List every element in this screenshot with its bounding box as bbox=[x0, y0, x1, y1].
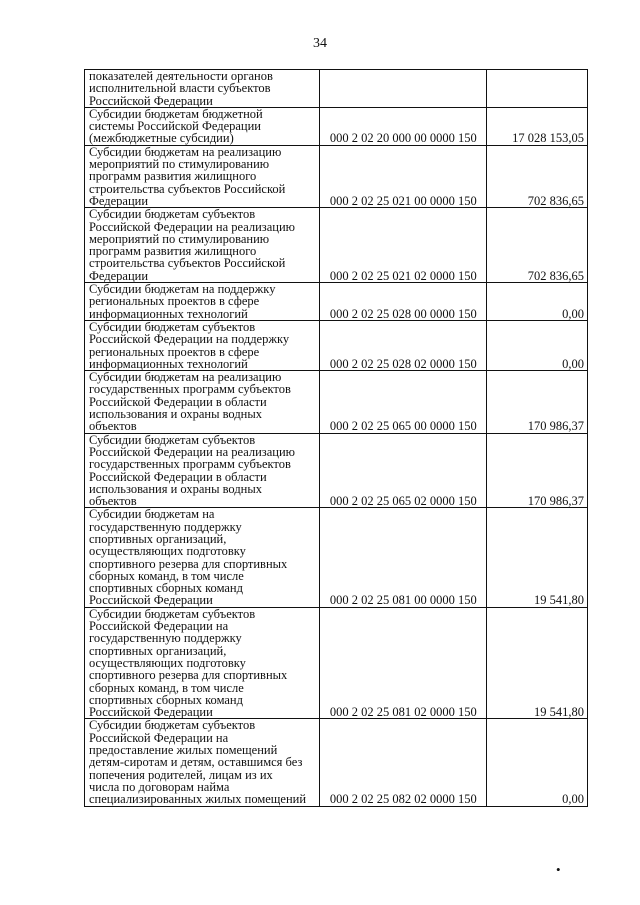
description-line: детям-сиротам и детям, оставшимся без bbox=[89, 755, 303, 770]
row-description bbox=[85, 607, 320, 719]
budget-classification-code: 000 2 02 25 081 02 0000 150 bbox=[319, 607, 486, 719]
description-line: объектов bbox=[89, 494, 137, 509]
description-line: использования и охраны водных bbox=[89, 407, 263, 422]
description-line: показателей деятельности органов bbox=[89, 69, 273, 83]
budget-classification-code bbox=[319, 70, 486, 108]
description-line: объектов bbox=[89, 419, 137, 434]
description-line: государственных программ субъектов bbox=[89, 457, 291, 472]
description-line: использования и охраны водных bbox=[89, 481, 263, 496]
description-line: строительства субъектов Российской bbox=[89, 256, 286, 271]
table-row bbox=[85, 145, 588, 207]
budget-classification-code: 000 2 02 25 021 00 0000 150 bbox=[319, 145, 486, 207]
description-line: Субсидии бюджетам на поддержку bbox=[89, 282, 276, 297]
description-line: сборных команд, в том числе bbox=[89, 568, 244, 583]
description-line: спортивных организаций, bbox=[89, 643, 227, 658]
table-row bbox=[85, 508, 588, 607]
description-line: Субсидии бюджетам субъектов bbox=[89, 606, 256, 621]
description-line: государственную поддержку bbox=[89, 519, 242, 534]
row-description bbox=[85, 433, 320, 508]
amount-value: 170 986,37 bbox=[486, 371, 587, 433]
table-row bbox=[85, 719, 588, 806]
description-line: Российской Федерации в области bbox=[89, 394, 267, 409]
budget-classification-code: 000 2 02 25 021 02 0000 150 bbox=[319, 208, 486, 283]
budget-table bbox=[84, 69, 588, 807]
description-line: Российской Федерации bbox=[89, 705, 213, 720]
amount-value: 0,00 bbox=[486, 320, 587, 370]
budget-classification-code: 000 2 02 25 082 02 0000 150 bbox=[319, 719, 486, 806]
amount-value: 19 541,80 bbox=[486, 607, 587, 719]
description-line: Российской Федерации bbox=[89, 93, 213, 108]
amount-value: 702 836,65 bbox=[486, 208, 587, 283]
row-description bbox=[85, 70, 320, 108]
description-line: системы Российской Федерации bbox=[89, 119, 261, 134]
description-line: попечения родителей, лицам из их bbox=[89, 767, 273, 782]
description-line: региональных проектов в сфере bbox=[89, 344, 260, 359]
table-row bbox=[85, 320, 588, 370]
description-line: строительства субъектов Российской bbox=[89, 181, 286, 196]
row-description bbox=[85, 719, 320, 806]
budget-classification-code: 000 2 02 25 065 02 0000 150 bbox=[319, 433, 486, 508]
description-line: осуществляющих подготовку bbox=[89, 655, 246, 670]
description-line: Российской Федерации на поддержку bbox=[89, 332, 290, 347]
description-line: спортивного резерва для спортивных bbox=[89, 668, 288, 683]
budget-table-body bbox=[85, 70, 588, 807]
description-line: Субсидии бюджетам субъектов bbox=[89, 718, 256, 733]
description-line: предоставление жилых помещений bbox=[89, 743, 278, 758]
table-row bbox=[85, 371, 588, 433]
description-line: мероприятий по стимулированию bbox=[89, 231, 270, 246]
description-line: Российской Федерации на реализацию bbox=[89, 444, 295, 459]
row-description bbox=[85, 208, 320, 283]
budget-classification-code: 000 2 02 20 000 00 0000 150 bbox=[319, 107, 486, 145]
description-line: исполнительной власти субъектов bbox=[89, 81, 271, 96]
table-row bbox=[85, 70, 588, 108]
description-line: Субсидии бюджетам на реализацию bbox=[89, 144, 282, 159]
table-row bbox=[85, 283, 588, 321]
description-line: Российской Федерации в области bbox=[89, 469, 267, 484]
description-line: Российской Федерации на bbox=[89, 730, 229, 745]
table-row bbox=[85, 607, 588, 719]
footer-mark: • bbox=[556, 862, 561, 877]
description-line: мероприятий по стимулированию bbox=[89, 157, 270, 172]
description-line: Субсидии бюджетам бюджетной bbox=[89, 106, 263, 121]
budget-classification-code: 000 2 02 25 028 00 0000 150 bbox=[319, 283, 486, 321]
description-line: специализированных жилых помещений bbox=[89, 792, 307, 807]
amount-value: 19 541,80 bbox=[486, 508, 587, 607]
row-description bbox=[85, 320, 320, 370]
budget-classification-code: 000 2 02 25 081 00 0000 150 bbox=[319, 508, 486, 607]
row-description bbox=[85, 145, 320, 207]
amount-value: 702 836,65 bbox=[486, 145, 587, 207]
amount-value: 0,00 bbox=[486, 719, 587, 806]
amount-value bbox=[486, 70, 587, 108]
description-line: числа по договорам найма bbox=[89, 779, 230, 794]
amount-value: 17 028 153,05 bbox=[486, 107, 587, 145]
amount-value: 0,00 bbox=[486, 283, 587, 321]
description-line: Федерации bbox=[89, 268, 149, 283]
description-line: информационных технологий bbox=[89, 306, 248, 321]
description-line: Российской Федерации на bbox=[89, 619, 229, 634]
table-row bbox=[85, 208, 588, 283]
amount-value: 170 986,37 bbox=[486, 433, 587, 508]
description-line: спортивных организаций, bbox=[89, 531, 227, 546]
description-line: Российской Федерации bbox=[89, 593, 213, 608]
budget-classification-code: 000 2 02 25 065 00 0000 150 bbox=[319, 371, 486, 433]
row-description bbox=[85, 283, 320, 321]
description-line: Федерации bbox=[89, 193, 149, 208]
description-line: Субсидии бюджетам субъектов bbox=[89, 319, 256, 334]
budget-classification-code: 000 2 02 25 028 02 0000 150 bbox=[319, 320, 486, 370]
description-line: Субсидии бюджетам субъектов bbox=[89, 432, 256, 447]
table-row bbox=[85, 433, 588, 508]
description-line: информационных технологий bbox=[89, 356, 248, 371]
description-line: государственных программ субъектов bbox=[89, 382, 291, 397]
description-line: государственную поддержку bbox=[89, 631, 242, 646]
page-number: 34 bbox=[313, 36, 327, 51]
description-line: программ развития жилищного bbox=[89, 244, 257, 259]
row-description bbox=[85, 508, 320, 607]
description-line: спортивных сборных команд bbox=[89, 692, 243, 707]
row-description bbox=[85, 371, 320, 433]
description-line: Субсидии бюджетам на bbox=[89, 507, 215, 522]
description-line: региональных проектов в сфере bbox=[89, 294, 260, 309]
description-line: Субсидии бюджетам на реализацию bbox=[89, 370, 282, 385]
description-line: программ развития жилищного bbox=[89, 169, 257, 184]
description-line: спортивных сборных команд bbox=[89, 581, 243, 596]
row-description bbox=[85, 107, 320, 145]
description-line: (межбюджетные субсидии) bbox=[89, 131, 234, 146]
table-row bbox=[85, 107, 588, 145]
description-line: Российской Федерации на реализацию bbox=[89, 219, 295, 234]
description-line: спортивного резерва для спортивных bbox=[89, 556, 288, 571]
description-line: Субсидии бюджетам субъектов bbox=[89, 207, 256, 222]
description-line: осуществляющих подготовку bbox=[89, 544, 246, 559]
description-line: сборных команд, в том числе bbox=[89, 680, 244, 695]
